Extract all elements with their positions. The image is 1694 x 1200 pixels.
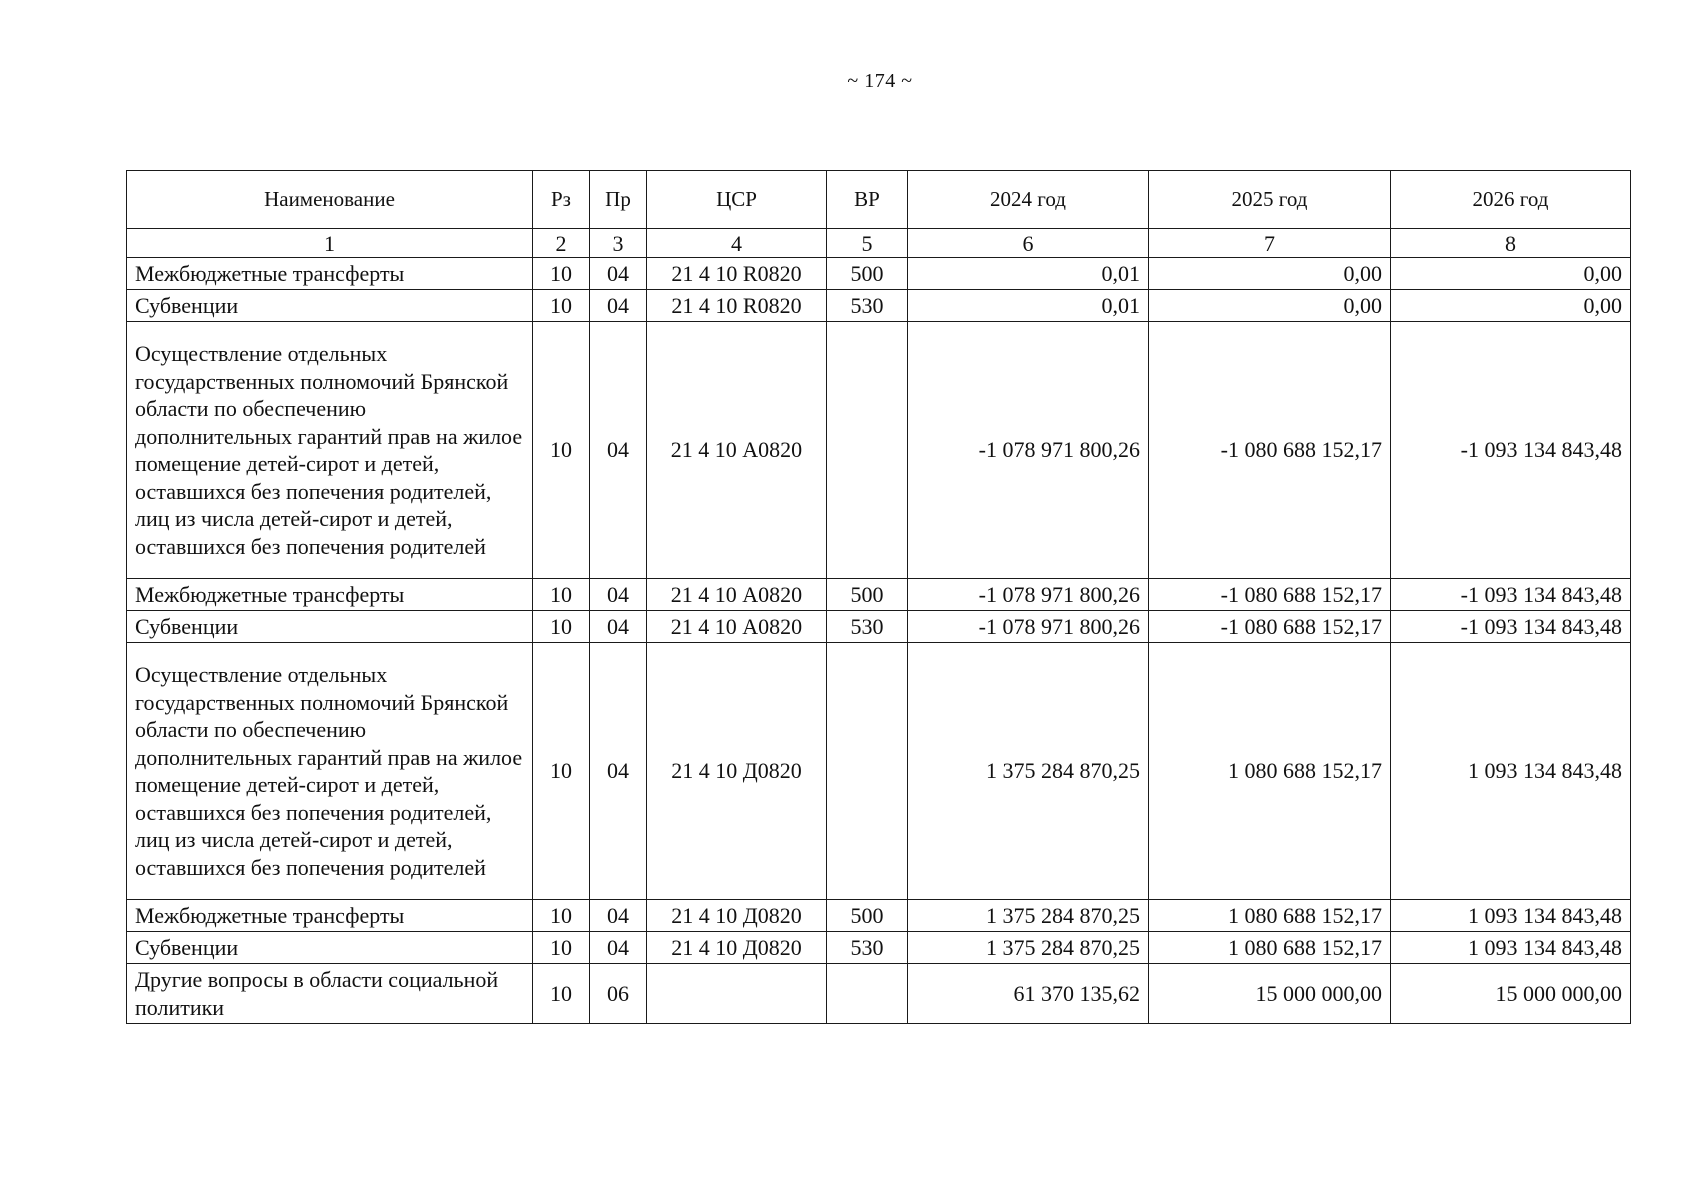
row-vr: [827, 643, 908, 900]
row-name: Осуществление отдельных государственных полномочий Брянской области по обеспечению дополнительных гарантий прав на жилое помещение детей-сирот и детей, оставшихся без попечения родителей, лиц из числа детей-сирот и детей, оставшихся без попечения родителей: [127, 643, 533, 900]
row-pr: 04: [590, 290, 647, 322]
column-number: 8: [1391, 229, 1631, 258]
row-csr: 21 4 10 Д0820: [647, 900, 827, 932]
row-pr: 04: [590, 322, 647, 579]
row-name: Осуществление отдельных государственных полномочий Брянской области по обеспечению дополнительных гарантий прав на жилое помещение детей-сирот и детей, оставшихся без попечения родителей, лиц из числа детей-сирот и детей, оставшихся без попечения родителей: [127, 322, 533, 579]
row-amount-2025: -1 080 688 152,17: [1149, 322, 1391, 579]
row-vr: [827, 322, 908, 579]
table-row: [127, 932, 1631, 964]
row-pr: 04: [590, 643, 647, 900]
row-rz: 10: [533, 964, 590, 1024]
column-number: 7: [1149, 229, 1391, 258]
column-number: 4: [647, 229, 827, 258]
row-amount-2025: 0,00: [1149, 290, 1391, 322]
row-csr: 21 4 10 R0820: [647, 258, 827, 290]
row-amount-2026: 0,00: [1391, 290, 1631, 322]
row-rz: 10: [533, 932, 590, 964]
row-vr: 530: [827, 932, 908, 964]
row-csr: 21 4 10 А0820: [647, 611, 827, 643]
row-vr: 530: [827, 290, 908, 322]
row-csr: [647, 964, 827, 1024]
row-amount-2026: -1 093 134 843,48: [1391, 579, 1631, 611]
row-vr: 530: [827, 611, 908, 643]
row-amount-2026: 1 093 134 843,48: [1391, 900, 1631, 932]
row-name: Субвенции: [127, 932, 533, 964]
header-vr: ВР: [827, 171, 908, 229]
header-row: [127, 171, 1631, 229]
row-amount-2026: 0,00: [1391, 258, 1631, 290]
row-rz: 10: [533, 643, 590, 900]
row-csr: 21 4 10 Д0820: [647, 643, 827, 900]
row-pr: 04: [590, 258, 647, 290]
row-amount-2025: 15 000 000,00: [1149, 964, 1391, 1024]
row-amount-2025: 1 080 688 152,17: [1149, 643, 1391, 900]
header-2024: 2024 год: [908, 171, 1149, 229]
row-vr: 500: [827, 900, 908, 932]
row-pr: 04: [590, 579, 647, 611]
row-amount-2025: 1 080 688 152,17: [1149, 900, 1391, 932]
row-amount-2024: 1 375 284 870,25: [908, 932, 1149, 964]
row-amount-2024: 1 375 284 870,25: [908, 643, 1149, 900]
row-name: Межбюджетные трансферты: [127, 900, 533, 932]
row-amount-2026: -1 093 134 843,48: [1391, 611, 1631, 643]
column-number: 6: [908, 229, 1149, 258]
row-pr: 06: [590, 964, 647, 1024]
row-amount-2024: -1 078 971 800,26: [908, 579, 1149, 611]
row-rz: 10: [533, 579, 590, 611]
table-row: [127, 290, 1631, 322]
table-row: [127, 322, 1631, 579]
row-amount-2025: 0,00: [1149, 258, 1391, 290]
table-row: [127, 579, 1631, 611]
page-number: ~ 174 ~: [847, 70, 913, 92]
row-name: Субвенции: [127, 611, 533, 643]
row-vr: 500: [827, 258, 908, 290]
row-pr: 04: [590, 611, 647, 643]
column-number: 5: [827, 229, 908, 258]
header-rz: Рз: [533, 171, 590, 229]
row-csr: 21 4 10 А0820: [647, 322, 827, 579]
table-row: [127, 643, 1631, 900]
row-name: Субвенции: [127, 290, 533, 322]
column-number: 2: [533, 229, 590, 258]
row-amount-2024: 1 375 284 870,25: [908, 900, 1149, 932]
budget-table: [126, 170, 1631, 1024]
table-row: [127, 611, 1631, 643]
table-row: [127, 258, 1631, 290]
row-amount-2025: 1 080 688 152,17: [1149, 932, 1391, 964]
row-amount-2026: 1 093 134 843,48: [1391, 643, 1631, 900]
row-rz: 10: [533, 322, 590, 579]
row-amount-2025: -1 080 688 152,17: [1149, 579, 1391, 611]
row-rz: 10: [533, 258, 590, 290]
row-amount-2026: 15 000 000,00: [1391, 964, 1631, 1024]
column-number: 1: [127, 229, 533, 258]
row-rz: 10: [533, 290, 590, 322]
row-amount-2024: -1 078 971 800,26: [908, 611, 1149, 643]
row-rz: 10: [533, 611, 590, 643]
column-number: 3: [590, 229, 647, 258]
row-vr: [827, 964, 908, 1024]
table-row: [127, 900, 1631, 932]
row-name: Другие вопросы в области социальной политики: [127, 964, 533, 1024]
row-pr: 04: [590, 932, 647, 964]
header-csr: ЦСР: [647, 171, 827, 229]
row-csr: 21 4 10 R0820: [647, 290, 827, 322]
header-2025: 2025 год: [1149, 171, 1391, 229]
table-row: [127, 964, 1631, 1024]
row-rz: 10: [533, 900, 590, 932]
row-amount-2024: 61 370 135,62: [908, 964, 1149, 1024]
row-amount-2024: -1 078 971 800,26: [908, 322, 1149, 579]
row-csr: 21 4 10 А0820: [647, 579, 827, 611]
row-pr: 04: [590, 900, 647, 932]
header-name: Наименование: [127, 171, 533, 229]
row-amount-2024: 0,01: [908, 290, 1149, 322]
row-vr: 500: [827, 579, 908, 611]
header-pr: Пр: [590, 171, 647, 229]
row-amount-2026: -1 093 134 843,48: [1391, 322, 1631, 579]
row-name: Межбюджетные трансферты: [127, 258, 533, 290]
row-amount-2024: 0,01: [908, 258, 1149, 290]
row-amount-2025: -1 080 688 152,17: [1149, 611, 1391, 643]
header-2026: 2026 год: [1391, 171, 1631, 229]
column-number-row: [127, 229, 1631, 258]
row-name: Межбюджетные трансферты: [127, 579, 533, 611]
row-amount-2026: 1 093 134 843,48: [1391, 932, 1631, 964]
row-csr: 21 4 10 Д0820: [647, 932, 827, 964]
